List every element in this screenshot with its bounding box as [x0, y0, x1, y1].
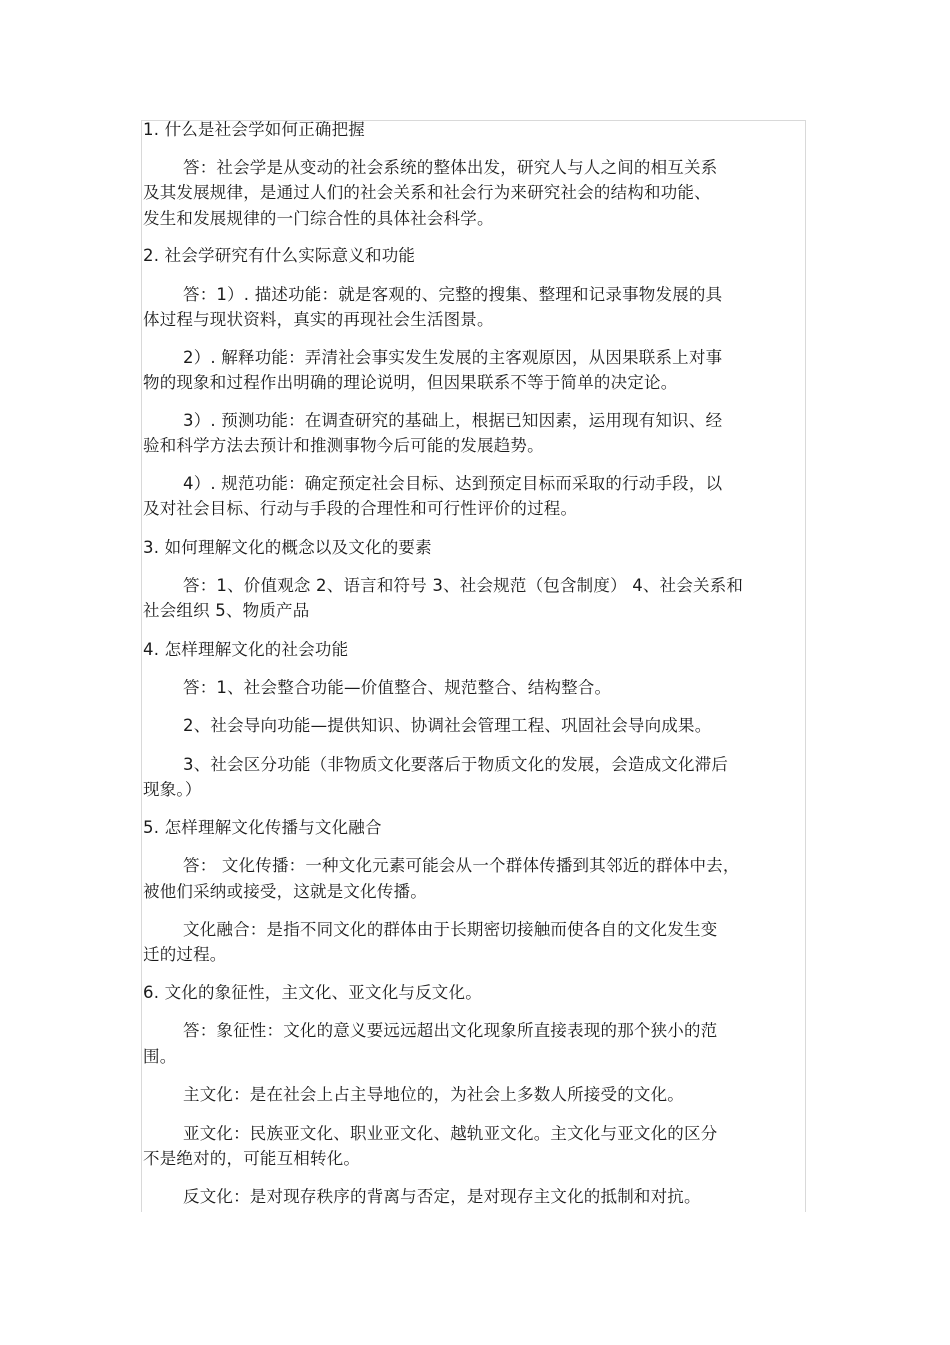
answer-2-norm-line-2: 及对社会目标、行动与手段的合理性和可行性评价的过程。	[143, 499, 578, 518]
answer-6-symbolic-line-2: 围。	[143, 1047, 177, 1066]
question-5-heading: 5. 怎样理解文化传播与文化融合	[143, 818, 382, 837]
answer-5-fusion-line-1: 文化融合：是指不同文化的群体由于长期密切接触而使各自的文化发生变	[183, 920, 718, 939]
answer-1-line-1: 答：社会学是从变动的社会系统的整体出发，研究人与人之间的相互关系	[183, 158, 718, 177]
answer-2-explain-line-1: 2）. 解释功能：弄清社会事实发生发展的主客观原因，从因果联系上对事	[183, 348, 723, 367]
answer-3-line-1: 答：1、价值观念 2、语言和符号 3、社会规范（包含制度） 4、社会关系和	[183, 576, 744, 595]
answer-6-subculture-line-1: 亚文化：民族亚文化、职业亚文化、越轨亚文化。主文化与亚文化的区分	[183, 1124, 718, 1143]
answer-5-spread-line-1: 答： 文化传播：一种文化元素可能会从一个群体传播到其邻近的群体中去，	[183, 856, 740, 875]
answer-4-item-2: 2、社会导向功能—提供知识、协调社会管理工程、巩固社会导向成果。	[183, 716, 712, 735]
answer-5-spread-line-2: 被他们采纳或接受，这就是文化传播。	[143, 882, 427, 901]
answer-6-counterculture: 反文化：是对现存秩序的背离与否定，是对现存主文化的抵制和对抗。	[183, 1187, 701, 1206]
answer-4-item-3-line-2: 现象。）	[143, 780, 202, 799]
answer-4-item-3-line-1: 3、社会区分功能（非物质文化要落后于物质文化的发展，会造成文化滞后	[183, 755, 729, 774]
answer-4-item-1: 答：1、社会整合功能—价值整合、规范整合、结构整合。	[183, 678, 612, 697]
question-1-heading: 1. 什么是社会学如何正确把握	[143, 120, 365, 139]
answer-1-line-2: 及其发展规律，是通过人们的社会关系和社会行为来研究社会的结构和功能、	[143, 183, 711, 202]
answer-2-explain-line-2: 物的现象和过程作出明确的理论说明，但因果联系不等于简单的决定论。	[143, 373, 678, 392]
answer-2-predict-line-1: 3）. 预测功能：在调查研究的基础上，根据已知因素，运用现有知识、经	[183, 411, 723, 430]
question-3-heading: 3. 如何理解文化的概念以及文化的要素	[143, 538, 432, 557]
answer-2-predict-line-2: 验和科学方法去预计和推测事物今后可能的发展趋势。	[143, 436, 544, 455]
answer-2-describe-line-2: 体过程与现状资料，真实的再现社会生活图景。	[143, 310, 494, 329]
answer-2-describe-line-1: 答：1）. 描述功能：就是客观的、完整的搜集、整理和记录事物发展的具	[183, 285, 723, 304]
answer-1-line-3: 发生和发展规律的一门综合性的具体社会科学。	[143, 209, 494, 228]
document-frame	[141, 120, 806, 1212]
answer-6-main-culture: 主文化：是在社会上占主导地位的，为社会上多数人所接受的文化。	[183, 1085, 684, 1104]
answer-5-fusion-line-2: 迁的过程。	[143, 945, 227, 964]
question-2-heading: 2. 社会学研究有什么实际意义和功能	[143, 246, 416, 265]
answer-6-subculture-line-2: 不是绝对的，可能互相转化。	[143, 1149, 361, 1168]
answer-2-norm-line-1: 4）. 规范功能：确定预定社会目标、达到预定目标而采取的行动手段，以	[183, 474, 723, 493]
question-4-heading: 4. 怎样理解文化的社会功能	[143, 640, 349, 659]
question-6-heading: 6. 文化的象征性，主文化、亚文化与反文化。	[143, 983, 482, 1002]
answer-3-line-2: 社会组织 5、物质产品	[143, 601, 310, 620]
answer-6-symbolic-line-1: 答：象征性：文化的意义要远远超出文化现象所直接表现的那个狭小的范	[183, 1021, 718, 1040]
